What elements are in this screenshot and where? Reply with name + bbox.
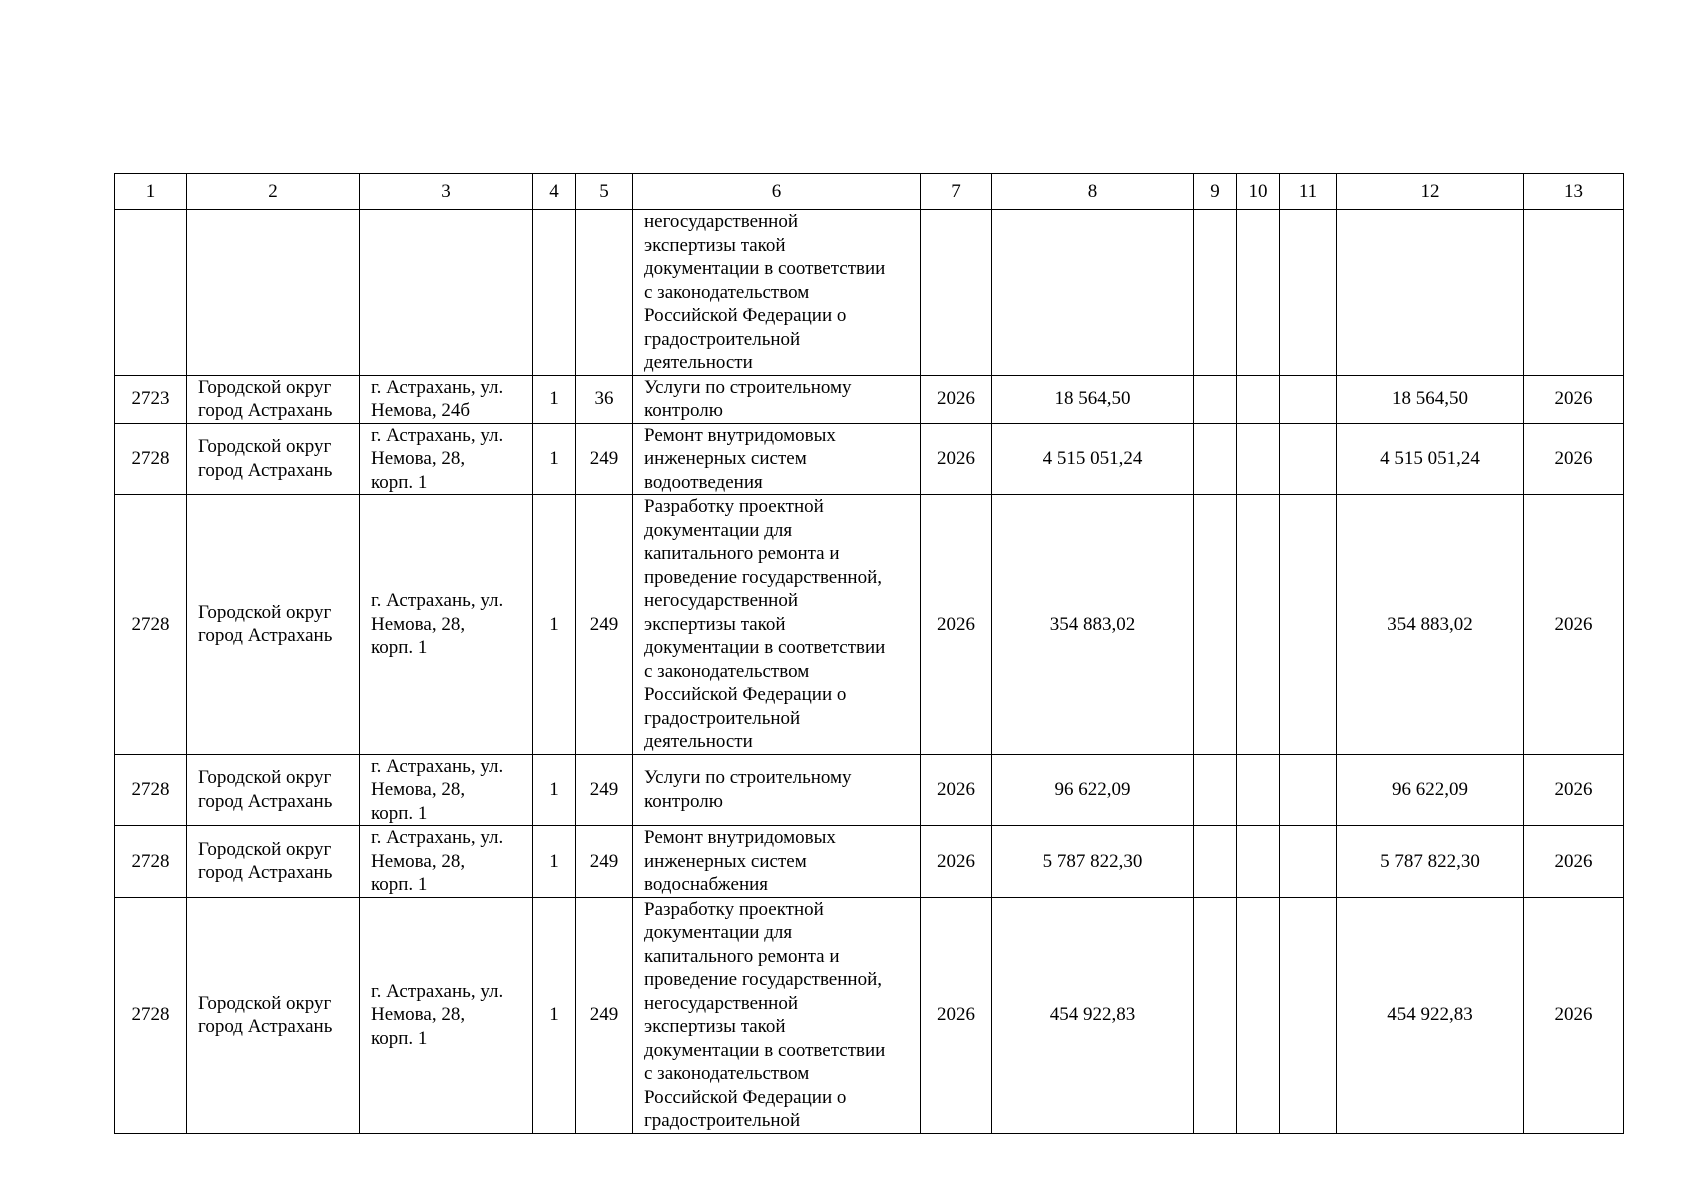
header-cell-10: 10 (1237, 174, 1280, 210)
col9-cell (1194, 375, 1237, 423)
year-cell: 2026 (921, 375, 992, 423)
total-amount-cell: 454 922,83 (1337, 897, 1524, 1133)
table-row (115, 897, 1624, 1133)
year-cell: 2026 (921, 826, 992, 898)
table-row (115, 754, 1624, 826)
total-amount-cell: 5 787 822,30 (1337, 826, 1524, 898)
row-number-cell: 2728 (115, 826, 187, 898)
col10-cell (1237, 423, 1280, 495)
col5-cell: 36 (576, 375, 633, 423)
total-amount-cell: 354 883,02 (1337, 495, 1524, 755)
header-cell-1: 1 (115, 174, 187, 210)
row-number-cell: 2723 (115, 375, 187, 423)
cell (1194, 210, 1237, 376)
amount-cell: 4 515 051,24 (992, 423, 1194, 495)
cell (1237, 210, 1280, 376)
col10-cell (1237, 375, 1280, 423)
total-amount-cell: 4 515 051,24 (1337, 423, 1524, 495)
municipality-cell: Городской округ город Астрахань (187, 754, 360, 826)
address-cell: г. Астрахань, ул. Немова, 28, корп. 1 (360, 495, 533, 755)
total-amount-cell: 18 564,50 (1337, 375, 1524, 423)
col10-cell (1237, 754, 1280, 826)
address-cell: г. Астрахань, ул. Немова, 28, корп. 1 (360, 897, 533, 1133)
col4-cell: 1 (533, 826, 576, 898)
col9-cell (1194, 897, 1237, 1133)
col9-cell (1194, 423, 1237, 495)
data-table (114, 173, 1624, 1134)
work-description-cell: Ремонт внутридомовых инженерных систем водоснабжения (633, 826, 921, 898)
col11-cell (1280, 754, 1337, 826)
total-amount-cell: 96 622,09 (1337, 754, 1524, 826)
table-row (115, 375, 1624, 423)
end-year-cell: 2026 (1524, 826, 1624, 898)
header-cell-7: 7 (921, 174, 992, 210)
work-description-cell: негосударственной экспертизы такой документации в соответствии с законодательством Российской Федерации о градостроительной деятельности (633, 210, 921, 376)
cell (1280, 210, 1337, 376)
header-cell-8: 8 (992, 174, 1194, 210)
col10-cell (1237, 495, 1280, 755)
col5-cell: 249 (576, 826, 633, 898)
header-cell-5: 5 (576, 174, 633, 210)
municipality-cell: Городской округ город Астрахань (187, 375, 360, 423)
col11-cell (1280, 423, 1337, 495)
work-description-cell: Услуги по строительному контролю (633, 754, 921, 826)
col11-cell (1280, 495, 1337, 755)
col9-cell (1194, 754, 1237, 826)
amount-cell: 5 787 822,30 (992, 826, 1194, 898)
work-description-cell: Разработку проектной документации для капитального ремонта и проведение государственной, негосударственной экспертизы такой документации в соответствии с законодательством Российской Федерации о градостроительной (633, 897, 921, 1133)
col10-cell (1237, 826, 1280, 898)
col4-cell: 1 (533, 754, 576, 826)
address-cell: г. Астрахань, ул. Немова, 28, корп. 1 (360, 754, 533, 826)
col11-cell (1280, 826, 1337, 898)
header-row (115, 174, 1624, 210)
cell (533, 210, 576, 376)
row-number-cell: 2728 (115, 423, 187, 495)
address-cell: г. Астрахань, ул. Немова, 24б (360, 375, 533, 423)
header-cell-9: 9 (1194, 174, 1237, 210)
work-description-cell: Ремонт внутридомовых инженерных систем водоотведения (633, 423, 921, 495)
col5-cell: 249 (576, 495, 633, 755)
row-number-cell: 2728 (115, 897, 187, 1133)
table-row (115, 495, 1624, 755)
col4-cell: 1 (533, 423, 576, 495)
col11-cell (1280, 375, 1337, 423)
work-description-cell: Разработку проектной документации для капитального ремонта и проведение государственной, негосударственной экспертизы такой документации в соответствии с законодательством Российской Федерации о градостроительной деятельности (633, 495, 921, 755)
col4-cell: 1 (533, 375, 576, 423)
address-cell: г. Астрахань, ул. Немова, 28, корп. 1 (360, 423, 533, 495)
end-year-cell: 2026 (1524, 897, 1624, 1133)
year-cell: 2026 (921, 423, 992, 495)
municipality-cell: Городской округ город Астрахань (187, 495, 360, 755)
work-description-cell: Услуги по строительному контролю (633, 375, 921, 423)
amount-cell: 96 622,09 (992, 754, 1194, 826)
municipality-cell: Городской округ город Астрахань (187, 423, 360, 495)
cell (1524, 210, 1624, 376)
year-cell: 2026 (921, 754, 992, 826)
cell (1337, 210, 1524, 376)
col4-cell: 1 (533, 897, 576, 1133)
end-year-cell: 2026 (1524, 495, 1624, 755)
amount-cell: 454 922,83 (992, 897, 1194, 1133)
header-cell-13: 13 (1524, 174, 1624, 210)
amount-cell: 18 564,50 (992, 375, 1194, 423)
cell (576, 210, 633, 376)
year-cell: 2026 (921, 495, 992, 755)
year-cell: 2026 (921, 897, 992, 1133)
cell (360, 210, 533, 376)
header-cell-3: 3 (360, 174, 533, 210)
col11-cell (1280, 897, 1337, 1133)
end-year-cell: 2026 (1524, 754, 1624, 826)
col4-cell: 1 (533, 495, 576, 755)
row-number-cell: 2728 (115, 754, 187, 826)
col5-cell: 249 (576, 754, 633, 826)
row-number-cell: 2728 (115, 495, 187, 755)
end-year-cell: 2026 (1524, 375, 1624, 423)
amount-cell: 354 883,02 (992, 495, 1194, 755)
cell (115, 210, 187, 376)
address-cell: г. Астрахань, ул. Немова, 28, корп. 1 (360, 826, 533, 898)
end-year-cell: 2026 (1524, 423, 1624, 495)
cell (921, 210, 992, 376)
municipality-cell: Городской округ город Астрахань (187, 826, 360, 898)
table-row (115, 826, 1624, 898)
cell (992, 210, 1194, 376)
header-cell-11: 11 (1280, 174, 1337, 210)
cell (187, 210, 360, 376)
continuation-row (115, 210, 1624, 376)
col5-cell: 249 (576, 423, 633, 495)
header-cell-4: 4 (533, 174, 576, 210)
table-row (115, 423, 1624, 495)
header-cell-12: 12 (1337, 174, 1524, 210)
col9-cell (1194, 826, 1237, 898)
header-cell-6: 6 (633, 174, 921, 210)
col9-cell (1194, 495, 1237, 755)
col10-cell (1237, 897, 1280, 1133)
col5-cell: 249 (576, 897, 633, 1133)
header-cell-2: 2 (187, 174, 360, 210)
municipality-cell: Городской округ город Астрахань (187, 897, 360, 1133)
